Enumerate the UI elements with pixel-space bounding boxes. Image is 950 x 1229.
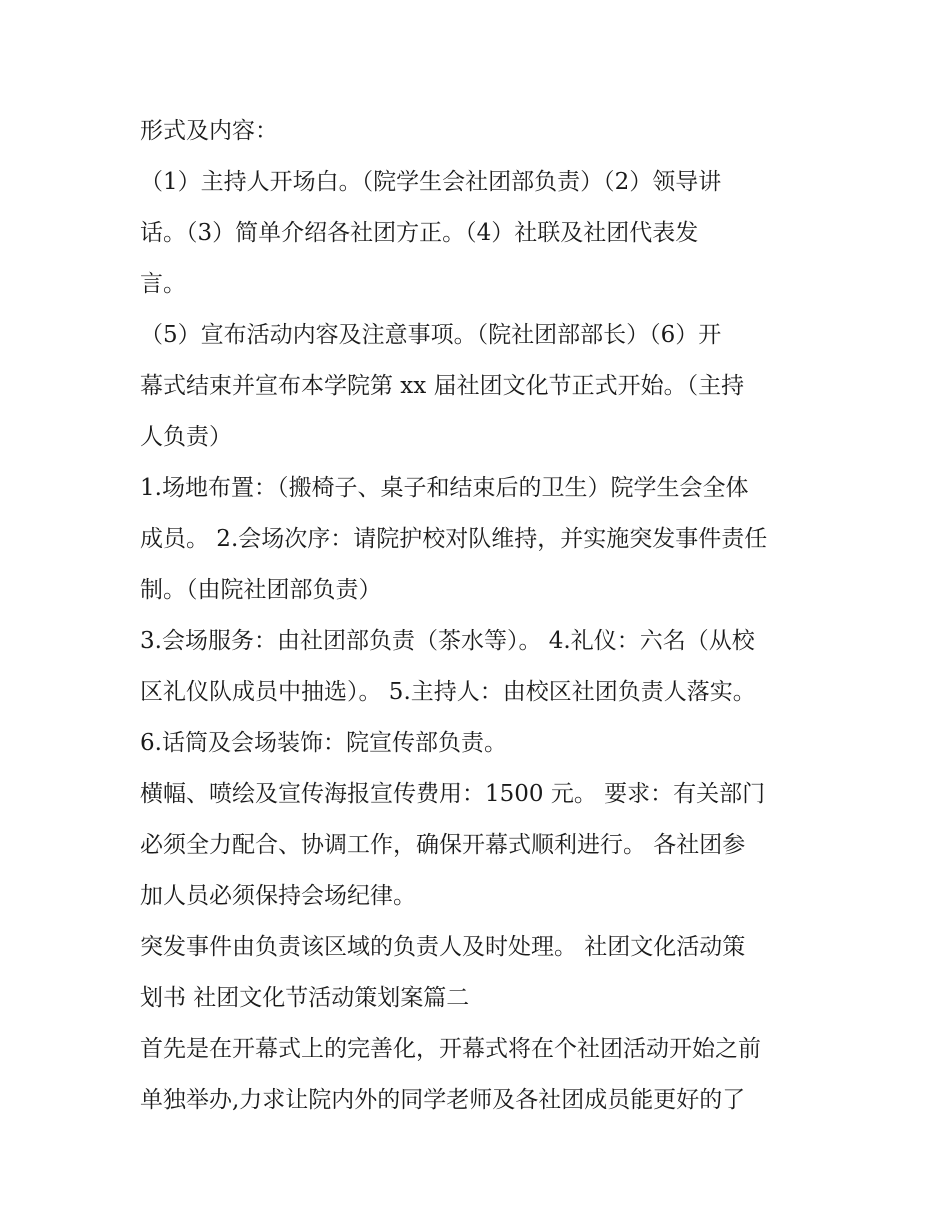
text-line: 话。（3）简单介绍各社团方正。（4）社联及社团代表发 — [140, 220, 699, 246]
text-line: 1.场地布置：（搬椅子、桌子和结束后的卫生）院学生会全体 — [140, 475, 749, 501]
text-line: （1）主持人开场白。（院学生会社团部负责）（2）领导讲 — [140, 169, 722, 195]
text-line: 划书 社团文化节活动策划案篇二 — [140, 985, 470, 1011]
text-line: 区礼仪队成员中抽选）。 5.主持人：由校区社团负责人落实。 — [140, 679, 756, 705]
text-line: （5）宣布活动内容及注意事项。（院社团部部长）（6）开 — [140, 322, 722, 348]
text-line: 人负责） — [140, 424, 232, 450]
text-line: 加人员必须保持会场纪律。 — [140, 883, 416, 909]
text-line: 6.话筒及会场装饰：院宣传部负责。 — [140, 730, 507, 756]
text-line: 必须全力配合、协调工作，确保开幕式顺利进行。 各社团参 — [140, 832, 746, 858]
text-line: 3.会场服务：由社团部负责（茶水等）。 4.礼仪：六名（从校 — [140, 628, 755, 654]
text-line: 突发事件由负责该区域的负责人及时处理。 社团文化活动策 — [140, 934, 746, 960]
text-line: 言。 — [140, 271, 186, 297]
text-line: 成员。 2.会场次序：请院护校对队维持，并实施突发事件责任 — [140, 526, 768, 552]
text-line: 幕式结束并宣布本学院第 xx 届社团文化节正式开始。（主持 — [140, 373, 745, 399]
text-line: 制。（由院社团部负责） — [140, 577, 382, 603]
text-line: 形式及内容： — [140, 118, 278, 144]
text-line: 横幅、喷绘及宣传海报宣传费用：1500 元。 要求：有关部门 — [140, 781, 766, 807]
document-body — [140, 108, 820, 1128]
text-line: 单独举办,力求让院内外的同学老师及各社团成员能更好的了 — [140, 1087, 746, 1113]
text-line: 首先是在开幕式上的完善化，开幕式将在个社团活动开始之前 — [140, 1036, 761, 1062]
